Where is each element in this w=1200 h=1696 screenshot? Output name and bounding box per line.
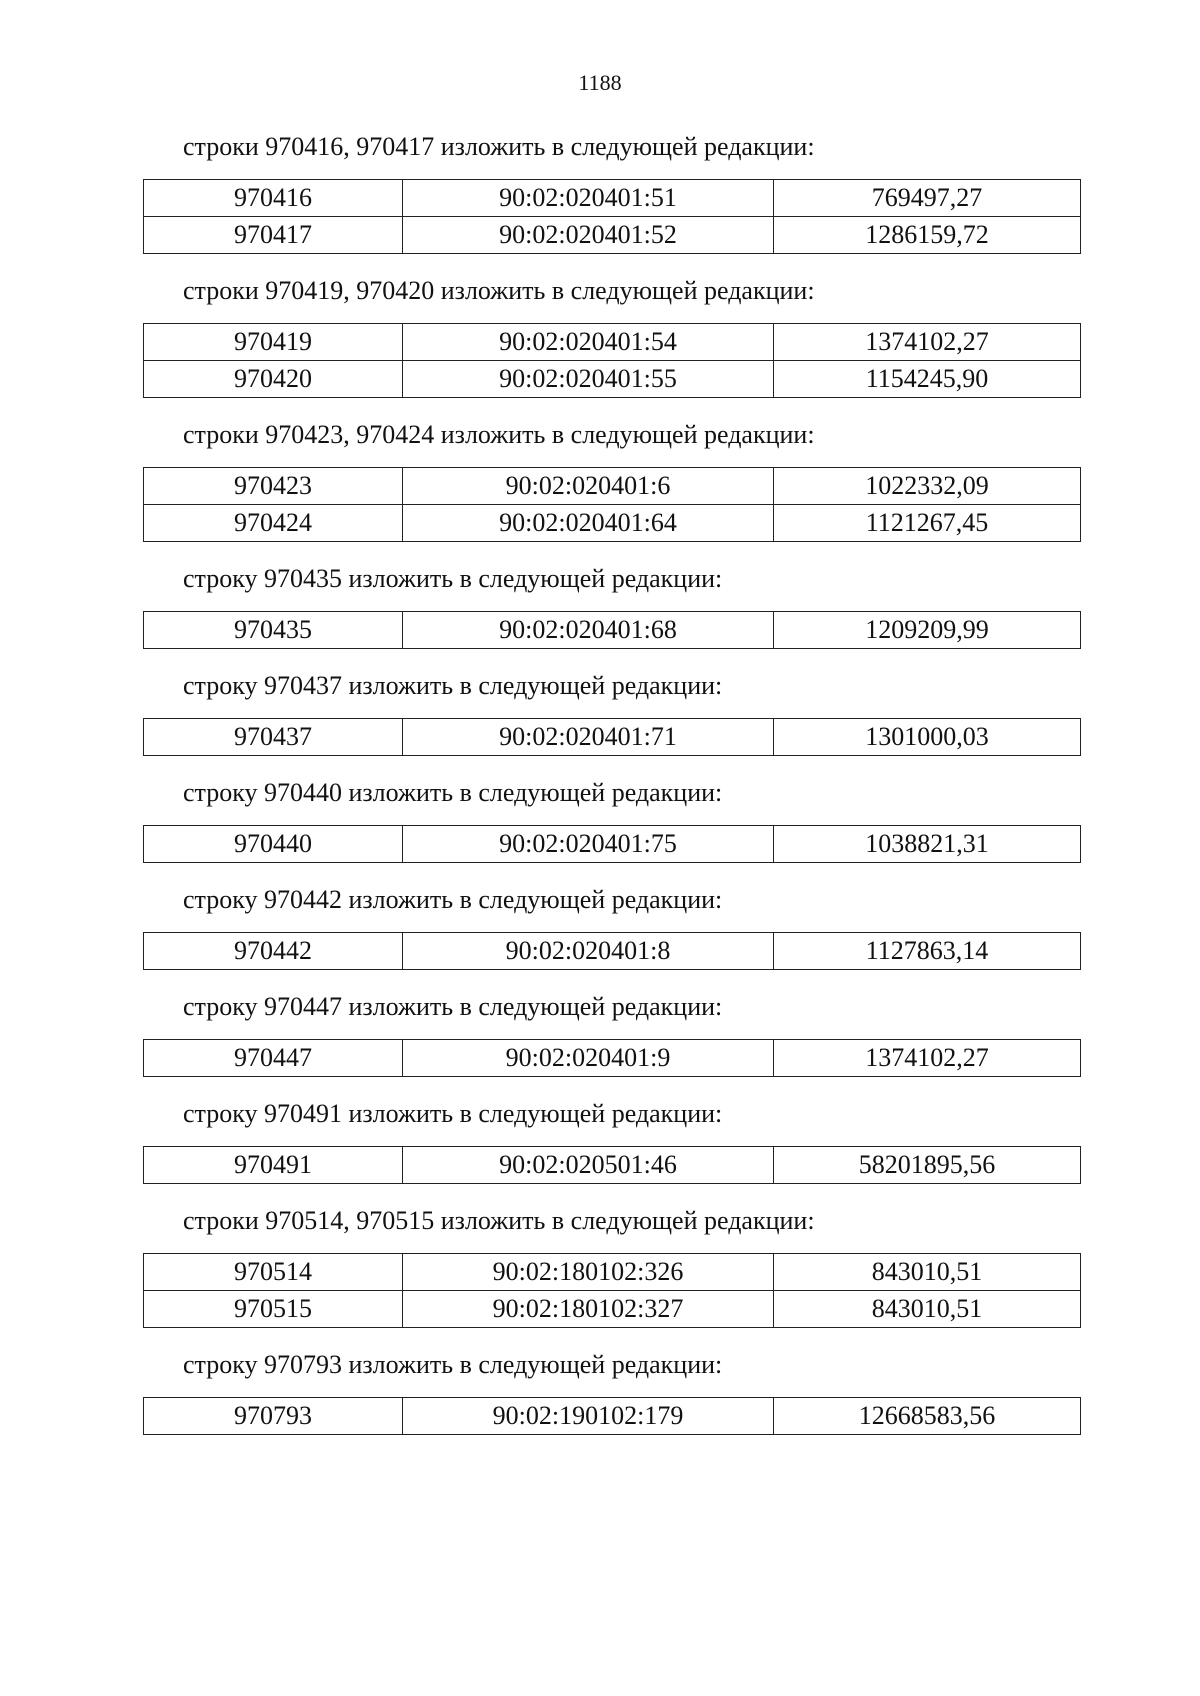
row-number-cell: 970424 bbox=[144, 505, 403, 542]
amendment-instruction: строку 970491 изложить в следующей редакции: bbox=[183, 1099, 723, 1128]
table-row bbox=[144, 1398, 1081, 1435]
row-number-cell: 970442 bbox=[144, 933, 403, 970]
table-row bbox=[144, 719, 1081, 756]
table-row bbox=[144, 217, 1081, 254]
cadastral-number-cell: 90:02:020401:75 bbox=[403, 826, 774, 863]
value-cell: 58201895,56 bbox=[774, 1147, 1081, 1184]
table-row bbox=[144, 612, 1081, 649]
document-body bbox=[143, 132, 1080, 1457]
table-row bbox=[144, 505, 1081, 542]
amendment-section bbox=[143, 1206, 1080, 1328]
cadastral-number-cell: 90:02:020401:8 bbox=[403, 933, 774, 970]
table-row bbox=[144, 361, 1081, 398]
row-number-cell: 970514 bbox=[144, 1254, 403, 1291]
row-number-cell: 970416 bbox=[144, 180, 403, 217]
amendment-section bbox=[143, 671, 1080, 756]
amendment-instruction: строку 970442 изложить в следующей редакции: bbox=[183, 885, 723, 914]
row-number-cell: 970420 bbox=[144, 361, 403, 398]
row-number-cell: 970793 bbox=[144, 1398, 403, 1435]
value-cell: 1022332,09 bbox=[774, 468, 1081, 505]
cadastral-number-cell: 90:02:180102:327 bbox=[403, 1291, 774, 1328]
cadastral-number-cell: 90:02:020401:6 bbox=[403, 468, 774, 505]
table-row bbox=[144, 180, 1081, 217]
cadastral-number-cell: 90:02:020401:55 bbox=[403, 361, 774, 398]
amendment-table bbox=[143, 1039, 1081, 1077]
cadastral-number-cell: 90:02:020401:64 bbox=[403, 505, 774, 542]
cadastral-number-cell: 90:02:020401:71 bbox=[403, 719, 774, 756]
value-cell: 1209209,99 bbox=[774, 612, 1081, 649]
table-row bbox=[144, 933, 1081, 970]
amendment-instruction: строки 970423, 970424 изложить в следующей редакции: bbox=[183, 420, 815, 449]
value-cell: 1154245,90 bbox=[774, 361, 1081, 398]
cadastral-number-cell: 90:02:180102:326 bbox=[403, 1254, 774, 1291]
value-cell: 1374102,27 bbox=[774, 1040, 1081, 1077]
row-number-cell: 970491 bbox=[144, 1147, 403, 1184]
cadastral-number-cell: 90:02:020401:9 bbox=[403, 1040, 774, 1077]
amendment-instruction: строки 970514, 970515 изложить в следующей редакции: bbox=[183, 1206, 815, 1235]
amendment-table bbox=[143, 1146, 1081, 1184]
amendment-table bbox=[143, 1253, 1081, 1328]
value-cell: 769497,27 bbox=[774, 180, 1081, 217]
amendment-table bbox=[143, 323, 1081, 398]
amendment-section bbox=[143, 778, 1080, 863]
table-row bbox=[144, 1254, 1081, 1291]
amendment-table bbox=[143, 932, 1081, 970]
row-number-cell: 970437 bbox=[144, 719, 403, 756]
cadastral-number-cell: 90:02:020401:68 bbox=[403, 612, 774, 649]
table-row bbox=[144, 324, 1081, 361]
amendment-section bbox=[143, 420, 1080, 542]
cadastral-number-cell: 90:02:020501:46 bbox=[403, 1147, 774, 1184]
row-number-cell: 970440 bbox=[144, 826, 403, 863]
value-cell: 843010,51 bbox=[774, 1254, 1081, 1291]
row-number-cell: 970447 bbox=[144, 1040, 403, 1077]
value-cell: 1121267,45 bbox=[774, 505, 1081, 542]
amendment-section bbox=[143, 276, 1080, 398]
amendment-instruction: строку 970447 изложить в следующей редакции: bbox=[183, 992, 723, 1021]
amendment-instruction: строку 970435 изложить в следующей редакции: bbox=[183, 564, 723, 593]
table-row bbox=[144, 1147, 1081, 1184]
amendment-table bbox=[143, 718, 1081, 756]
row-number-cell: 970423 bbox=[144, 468, 403, 505]
table-row bbox=[144, 1040, 1081, 1077]
row-number-cell: 970435 bbox=[144, 612, 403, 649]
row-number-cell: 970419 bbox=[144, 324, 403, 361]
value-cell: 1038821,31 bbox=[774, 826, 1081, 863]
amendment-instruction: строку 970793 изложить в следующей редакции: bbox=[183, 1350, 723, 1379]
amendment-section bbox=[143, 885, 1080, 970]
value-cell: 1301000,03 bbox=[774, 719, 1081, 756]
value-cell: 843010,51 bbox=[774, 1291, 1081, 1328]
amendment-table bbox=[143, 179, 1081, 254]
table-row bbox=[144, 468, 1081, 505]
amendment-instruction: строку 970437 изложить в следующей редакции: bbox=[183, 671, 723, 700]
amendment-table bbox=[143, 825, 1081, 863]
amendment-section bbox=[143, 132, 1080, 254]
page-number: 1188 bbox=[578, 70, 622, 95]
amendment-section bbox=[143, 1099, 1080, 1184]
cadastral-number-cell: 90:02:190102:179 bbox=[403, 1398, 774, 1435]
value-cell: 1374102,27 bbox=[774, 324, 1081, 361]
amendment-table bbox=[143, 467, 1081, 542]
amendment-instruction: строки 970416, 970417 изложить в следующей редакции: bbox=[183, 132, 815, 161]
value-cell: 1286159,72 bbox=[774, 217, 1081, 254]
value-cell: 12668583,56 bbox=[774, 1398, 1081, 1435]
amendment-instruction: строку 970440 изложить в следующей редакции: bbox=[183, 778, 723, 807]
amendment-section bbox=[143, 992, 1080, 1077]
row-number-cell: 970515 bbox=[144, 1291, 403, 1328]
cadastral-number-cell: 90:02:020401:51 bbox=[403, 180, 774, 217]
amendment-table bbox=[143, 1397, 1081, 1435]
amendment-table bbox=[143, 611, 1081, 649]
value-cell: 1127863,14 bbox=[774, 933, 1081, 970]
cadastral-number-cell: 90:02:020401:52 bbox=[403, 217, 774, 254]
cadastral-number-cell: 90:02:020401:54 bbox=[403, 324, 774, 361]
table-row bbox=[144, 826, 1081, 863]
amendment-section bbox=[143, 564, 1080, 649]
amendment-section bbox=[143, 1350, 1080, 1435]
amendment-instruction: строки 970419, 970420 изложить в следующей редакции: bbox=[183, 276, 815, 305]
table-row bbox=[144, 1291, 1081, 1328]
row-number-cell: 970417 bbox=[144, 217, 403, 254]
